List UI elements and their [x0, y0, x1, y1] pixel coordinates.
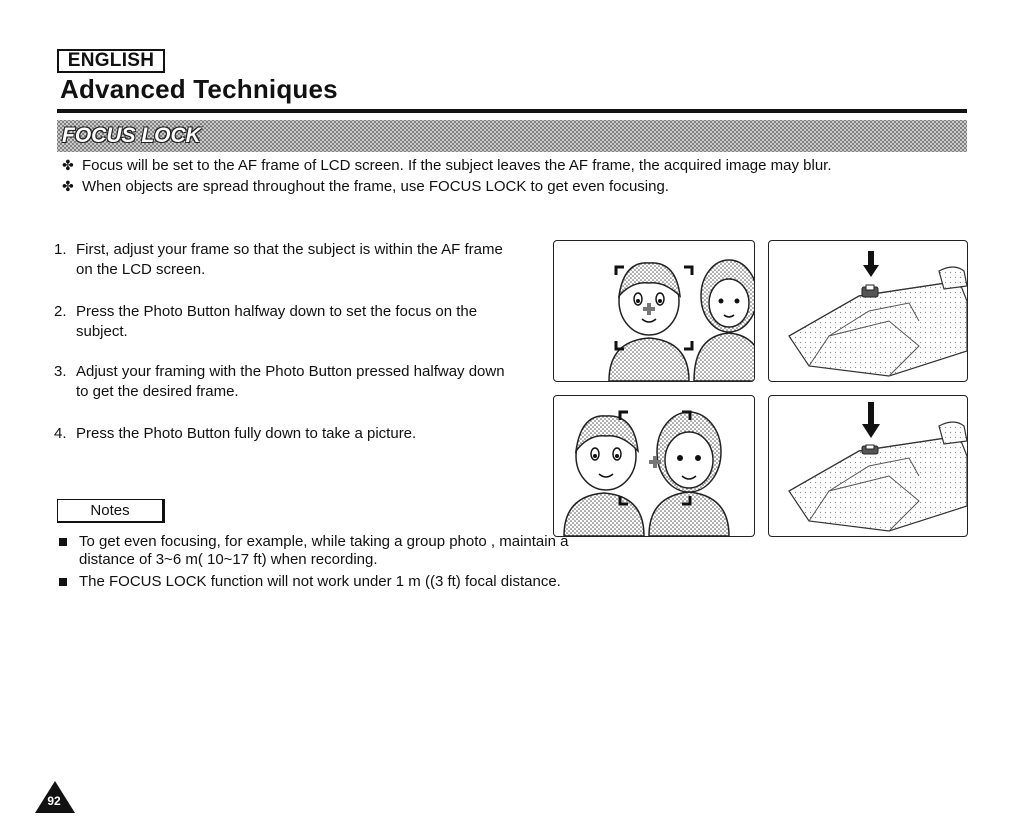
- note-item: [57, 573, 617, 591]
- square-bullet-icon: [59, 538, 67, 546]
- step-number: 4.: [54, 425, 67, 442]
- note-text: To get even focusing, for example, while taking a group photo , maintain a distance of 3~6 m( 10~17 ft) when recording.: [79, 533, 569, 568]
- bullet-text: When objects are spread throughout the frame, use FOCUS LOCK to get even focusing.: [82, 178, 669, 195]
- step-text: Press the Photo Button fully down to take a picture.: [76, 425, 417, 442]
- focus-frame-two-people-illustration: [553, 240, 755, 382]
- step-item: [54, 302, 524, 342]
- step-number: 3.: [54, 363, 67, 380]
- section-title: FOCUS LOCK: [62, 124, 201, 147]
- note-text: The FOCUS LOCK function will not work under 1 m ((3 ft) focal distance.: [79, 573, 561, 590]
- step-text: First, adjust your frame so that the subject is within the AF frame on the LCD screen.: [76, 241, 503, 278]
- title-rule: [57, 109, 967, 113]
- step-item: [54, 240, 524, 280]
- bullet-mark-icon: ✤: [62, 157, 74, 173]
- step-number: 2.: [54, 303, 67, 320]
- step-text: Adjust your framing with the Photo Button pressed halfway down to get the desired frame.: [76, 363, 505, 400]
- bullet-item: [62, 156, 832, 175]
- notes-label: Notes: [57, 499, 165, 523]
- language-badge: ENGLISH: [57, 49, 165, 73]
- step-number: 1.: [54, 241, 67, 258]
- reframed-two-people-illustration: [553, 395, 755, 537]
- bullet-text: Focus will be set to the AF frame of LCD screen. If the subject leaves the AF frame, the acquired image may blur.: [82, 157, 832, 174]
- square-bullet-icon: [59, 578, 67, 586]
- step-text: Press the Photo Button halfway down to set the focus on the subject.: [76, 303, 478, 340]
- note-item: [57, 533, 617, 569]
- page-title: Advanced Techniques: [60, 74, 338, 104]
- page-number-badge: [34, 780, 76, 814]
- page-number: 92: [47, 794, 61, 808]
- step-item: [54, 424, 524, 444]
- step-item: [54, 362, 524, 402]
- bullet-item: [62, 177, 669, 196]
- camcorder-photo-button-half-press-illustration: [768, 240, 968, 382]
- camcorder-photo-button-full-press-illustration: [768, 395, 968, 537]
- bullet-mark-icon: ✤: [62, 178, 74, 194]
